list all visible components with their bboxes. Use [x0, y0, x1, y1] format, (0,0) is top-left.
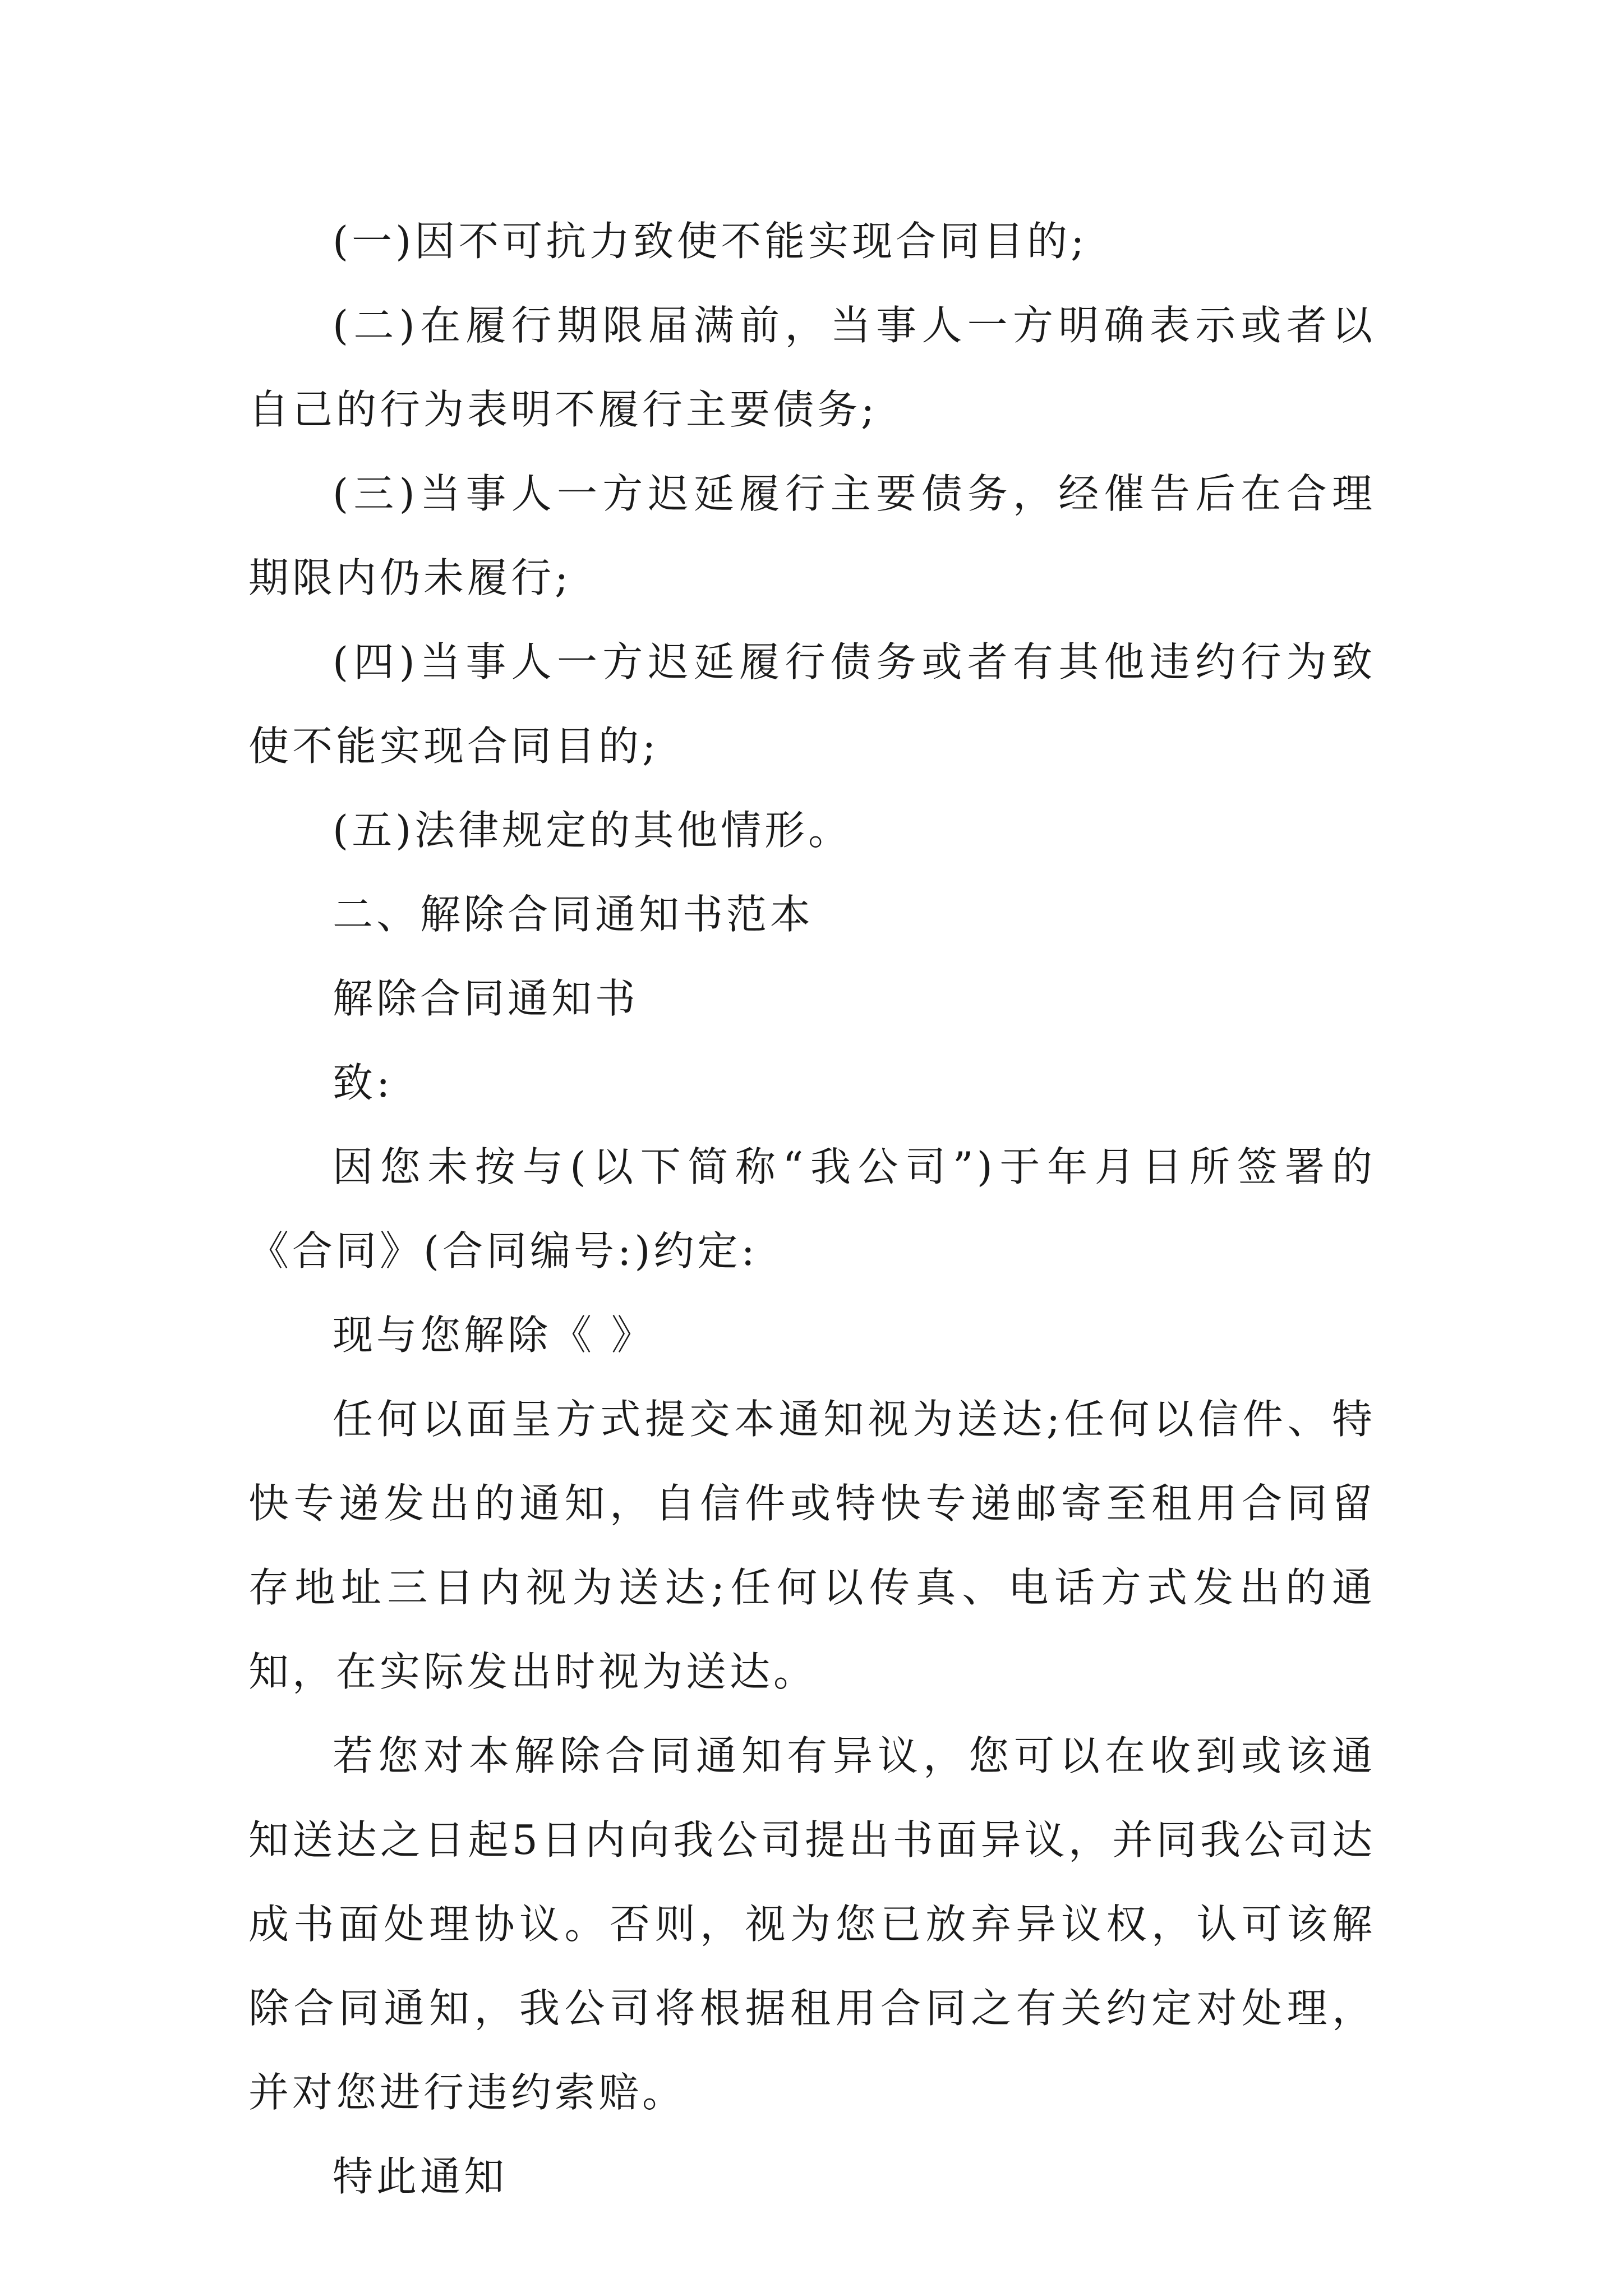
termination-statement: 现与您解除《 》: [333, 1312, 655, 1359]
clause-1: (一)因不可抗力致使不能实现合同目的;: [333, 218, 1088, 265]
notice-reason-paragraph: 因您未按与(以下简称“我公司”)于年月日所签署的《合同》(合同编号:)约定:: [248, 1143, 1376, 1274]
closing-line: 特此通知: [333, 2153, 508, 2200]
delivery-terms-paragraph: 任何以面呈方式提交本通知视为送达;任何以信件、特快专递发出的通知，自信件或特快专递邮寄至租用合同留存地址三日内视为送达;任何以传真、电话方式发出的通知，在实际发出时视为送达。: [248, 1396, 1376, 1695]
clause-4: (四)当事人一方迟延履行债务或者有其他违约行为致使不能实现合同目的;: [248, 638, 1376, 770]
addressee-line: 致:: [333, 1059, 394, 1106]
clause-2: (二)在履行期限届满前，当事人一方明确表示或者以自己的行为表明不履行主要债务;: [248, 302, 1376, 433]
objection-terms-paragraph: 若您对本解除合同通知有异议，您可以在收到或该通知送达之日起5日内向我公司提出书面异议，并同我公司达成书面处理协议。否则，视为您已放弃异议权，认可该解除合同通知，我公司将根据租用合同之有关约定对处理，并对您进行违约索赔。: [248, 1732, 1376, 2116]
notice-title: 解除合同通知书: [333, 975, 639, 1022]
clause-5: (五)法律规定的其他情形。: [333, 807, 852, 854]
clause-3: (三)当事人一方迟延履行主要债务，经催告后在合理期限内仍未履行;: [248, 470, 1376, 601]
section-heading: 二、解除合同通知书范本: [333, 891, 814, 938]
document-body: [248, 199, 1376, 2219]
